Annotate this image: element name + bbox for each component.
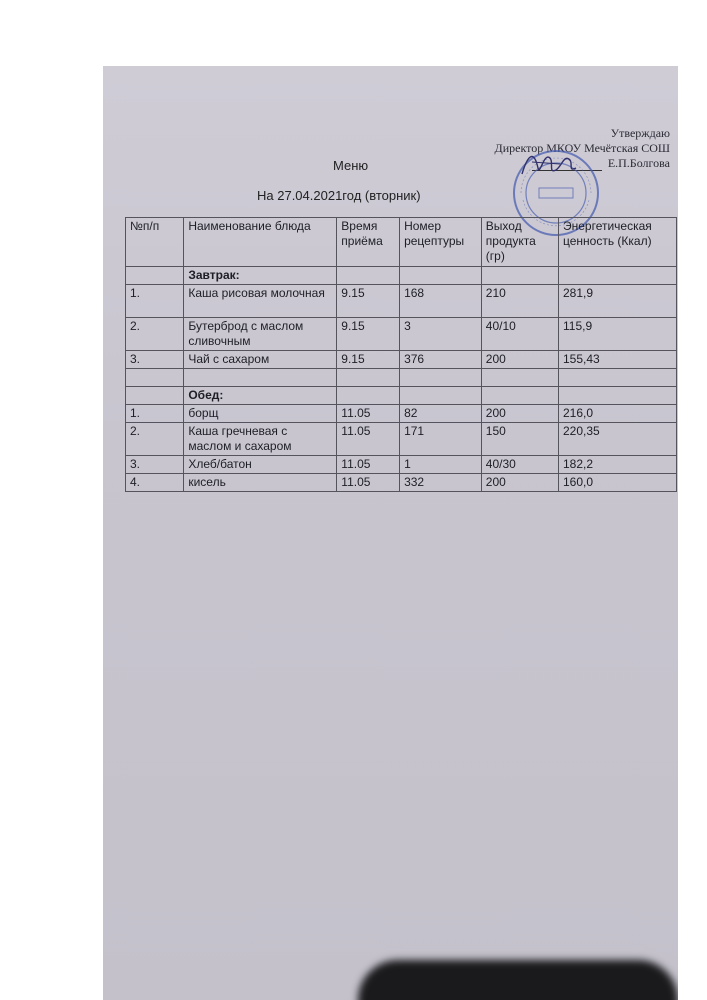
cell-name: Бутерброд с маслом сливочным: [184, 318, 337, 351]
table-row: [126, 285, 677, 318]
cell-recipe: 376: [400, 351, 482, 369]
cell-yield: 200: [481, 405, 558, 423]
cell-yield: 200: [481, 351, 558, 369]
table-row: [126, 423, 677, 456]
table-row: [126, 456, 677, 474]
menu-table: [125, 217, 677, 492]
cell-num: 1.: [126, 405, 184, 423]
section-label: Обед:: [184, 387, 337, 405]
cell-name: Каша рисовая молочная: [184, 285, 337, 318]
cell-yield: 210: [481, 285, 558, 318]
cell-energy: 281,9: [558, 285, 676, 318]
menu-date: На 27.04.2021год (вторник): [257, 188, 421, 203]
header-time: Время приёма: [337, 218, 400, 267]
director-signature: [518, 144, 578, 184]
cell-name: борщ: [184, 405, 337, 423]
header-energy: Энергетическая ценность (Ккал): [558, 218, 676, 267]
cell-energy: 160,0: [558, 474, 676, 492]
approval-heading: Утверждаю: [610, 126, 670, 140]
cell-energy: 155,43: [558, 351, 676, 369]
menu-sheet: [103, 66, 678, 1000]
approval-name: Е.П.Болгова: [607, 156, 670, 170]
cell-num: 2.: [126, 423, 184, 456]
cell-recipe: 1: [400, 456, 482, 474]
header-num: №п/п: [126, 218, 184, 267]
photo-shadow: [358, 960, 678, 1000]
cell-time: 11.05: [337, 474, 400, 492]
cell-num: 1.: [126, 285, 184, 318]
table-row: [126, 351, 677, 369]
table-row: [126, 405, 677, 423]
cell-recipe: 168: [400, 285, 482, 318]
header-yield: Выход продукта (гр): [481, 218, 558, 267]
cell-energy: 182,2: [558, 456, 676, 474]
cell-num: 3.: [126, 456, 184, 474]
cell-time: 11.05: [337, 456, 400, 474]
cell-num: 2.: [126, 318, 184, 351]
approval-director: Директор МКОУ Мечётская СОШ: [494, 141, 670, 155]
table-header-row: [126, 218, 677, 267]
table-row: [126, 474, 677, 492]
cell-name: кисель: [184, 474, 337, 492]
menu-title: Меню: [333, 158, 369, 173]
section-label: Завтрак:: [184, 267, 337, 285]
cell-yield: 40/10: [481, 318, 558, 351]
section-breakfast: [126, 267, 677, 285]
cell-recipe: 171: [400, 423, 482, 456]
cell-name: Каша гречневая с маслом и сахаром: [184, 423, 337, 456]
cell-time: 11.05: [337, 423, 400, 456]
cell-energy: 115,9: [558, 318, 676, 351]
cell-name: Хлеб/батон: [184, 456, 337, 474]
cell-num: 4.: [126, 474, 184, 492]
empty-row: [126, 369, 677, 387]
header-recipe: Номер рецептуры: [400, 218, 482, 267]
cell-energy: 216,0: [558, 405, 676, 423]
cell-recipe: 332: [400, 474, 482, 492]
cell-recipe: 82: [400, 405, 482, 423]
cell-time: 9.15: [337, 318, 400, 351]
cell-energy: 220,35: [558, 423, 676, 456]
cell-name: Чай с сахаром: [184, 351, 337, 369]
header-name: Наименование блюда: [184, 218, 337, 267]
table-row: [126, 318, 677, 351]
cell-yield: 150: [481, 423, 558, 456]
cell-time: 9.15: [337, 285, 400, 318]
cell-yield: 200: [481, 474, 558, 492]
cell-recipe: 3: [400, 318, 482, 351]
section-lunch: [126, 387, 677, 405]
cell-yield: 40/30: [481, 456, 558, 474]
cell-time: 9.15: [337, 351, 400, 369]
cell-num: 3.: [126, 351, 184, 369]
cell-time: 11.05: [337, 405, 400, 423]
